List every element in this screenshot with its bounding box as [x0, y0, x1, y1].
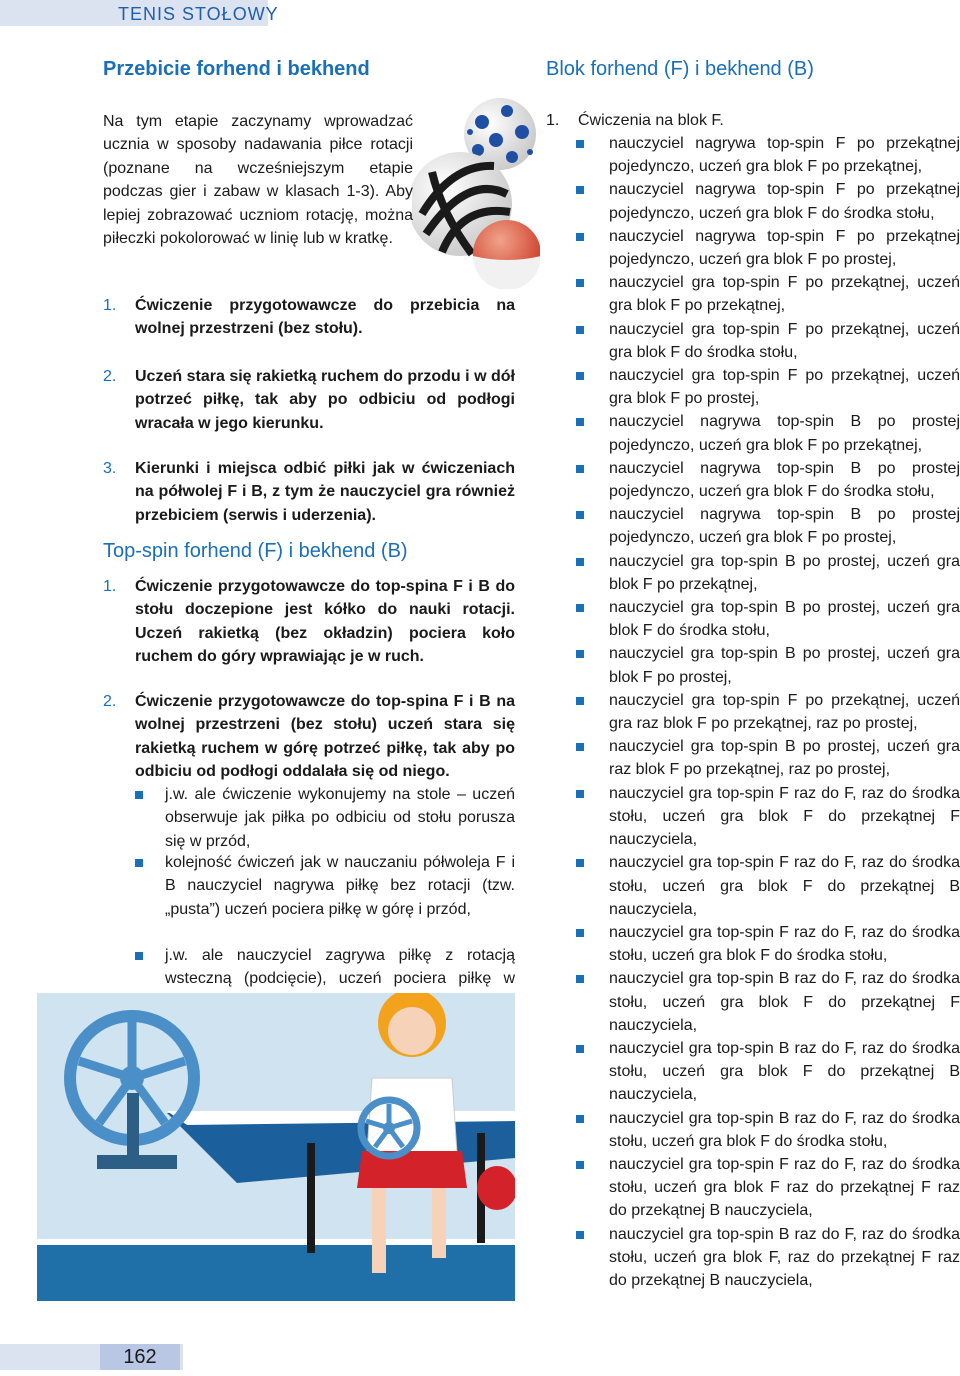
bullet-square-icon [576, 697, 584, 705]
exercise-list [576, 132, 960, 1292]
bullet-square-icon [576, 372, 584, 380]
item-number: 2. [103, 693, 117, 710]
bullet-text: nauczyciel gra top-spin F po przekątnej, uczeń gra blok F do środka stołu, [609, 320, 960, 361]
bullet-text: nauczyciel gra top-spin B raz do F, raz do środka stołu, uczeń gra blok F do środka stołu, [609, 1109, 960, 1150]
list-item [576, 851, 960, 921]
bullet-item [135, 851, 515, 921]
bullet-text: nauczyciel gra top-spin F raz do F, raz do środka stołu, uczeń gra blok F raz do przekątnej F raz do przekątnej B nauczyciela, [609, 1155, 960, 1220]
bullet-square-icon [576, 604, 584, 612]
section-heading-przebicie: Przebicie forhend i bekhend [103, 58, 370, 80]
page-number: 162 [123, 1346, 157, 1368]
item-text: Uczeń stara się rakietką ruchem do przodu i w dół potrzeć piłkę, tak aby po odbiciu od podłogi wracała w jego kierunku. [135, 368, 515, 432]
section-heading-blok: Blok forhend (F) i bekhend (B) [546, 58, 814, 80]
list-item [576, 782, 960, 852]
list-item [576, 225, 960, 271]
list-item [576, 550, 960, 596]
item-number: 2. [103, 368, 117, 385]
bullet-text: j.w. ale nauczyciel zagrywa piłkę z rotacją wsteczną (podcięcie), uczeń pociera piłkę w [165, 947, 515, 988]
bullet-square-icon [576, 975, 584, 983]
list-item [576, 1153, 960, 1223]
item-number: 1. [103, 578, 117, 595]
running-header: TENIS STOŁOWY [118, 4, 279, 24]
list-item [576, 318, 960, 364]
bullet-text: nauczyciel gra top-spin F raz do F, raz do środka stołu, uczeń gra blok F do przekątnej B nauczyciela, [609, 854, 960, 918]
bullet-text: nauczyciel nagrywa top-spin F po przekątnej pojedynczo, uczeń gra blok F po przekątnej, [609, 135, 960, 176]
list-item [576, 735, 960, 781]
item-text: Ćwiczenie przygotowawcze do przebicia na wolnej przestrzeni (bez stołu). [135, 297, 515, 338]
bullet-text: nauczyciel gra top-spin F po przekątnej, uczeń gra blok F po prostej, [609, 367, 960, 408]
bullet-text: nauczyciel gra top-spin B raz do F, raz do środka stołu, uczeń gra blok F do przekątnej B nauczyciela, [609, 1039, 960, 1104]
bullet-square-icon [576, 233, 584, 241]
bullet-text: nauczyciel gra top-spin B po prostej, uczeń gra blok F do środka stołu, [609, 599, 960, 640]
bullet-square-icon [576, 186, 584, 194]
bullet-text: nauczyciel gra top-spin B raz do F, raz do środka stołu, uczeń gra blok F, raz do przekątnej F raz do przekątnej B nauczyciela, [609, 1225, 960, 1289]
bullet-square-icon [576, 929, 584, 937]
list-item [576, 967, 960, 1037]
item-text: Ćwiczenie przygotowawcze do top-spina F i B do stołu doczepione jest kółko do nauki rotacji. Uczeń rakietką (bez okładzin) pociera koło ruchem do góry wprawiając je w ruch. [135, 578, 515, 666]
bullet-square-icon [576, 279, 584, 287]
bullet-text: nauczyciel gra top-spin F raz do F, raz do środka stołu, uczeń gra blok F do środka stołu, [609, 923, 960, 965]
bullet-square-icon [576, 1115, 584, 1123]
bullet-text: nauczyciel gra top-spin B po prostej, uczeń gra blok F po prostej, [609, 645, 960, 686]
list-item [576, 596, 960, 642]
bullet-square-icon [576, 790, 584, 798]
bullet-square-icon [576, 1045, 584, 1053]
item-text: Ćwiczenie przygotowawcze do top-spina F i B na wolnej przestrzeni (bez stołu) uczeń stara się rakietką ruchem w górę potrzeć piłkę, tak aby po odbiciu od podłogi oddalała się od niego. [135, 693, 515, 781]
bullet-text: nauczyciel gra top-spin F raz do F, raz do środka stołu, uczeń gra blok F do przekątnej F nauczyciela, [609, 784, 960, 849]
list-item [576, 1037, 960, 1107]
bullet-item [135, 783, 515, 853]
bullet-square-icon [135, 859, 143, 867]
list-item [576, 410, 960, 456]
bullet-text: nauczyciel gra top-spin B po prostej, uczeń gra blok F po przekątnej, [609, 552, 960, 593]
bullet-square-icon [135, 952, 143, 960]
list-item [103, 690, 515, 784]
list-item [103, 365, 515, 435]
list-item [576, 1223, 960, 1293]
bullet-text: nauczyciel nagrywa top-spin B po prostej pojedynczo, uczeń gra blok F po prostej, [609, 506, 960, 547]
bullet-square-icon [576, 558, 584, 566]
table-tennis-illustration [37, 993, 515, 1301]
bullet-square-icon [576, 743, 584, 751]
item-number: 1. [546, 112, 560, 129]
item-number: 1. [103, 297, 117, 314]
bullet-square-icon [576, 511, 584, 519]
list-item [576, 178, 960, 224]
list-item [576, 921, 960, 967]
list-item [103, 457, 515, 527]
bullet-square-icon [576, 326, 584, 334]
bullet-square-icon [576, 465, 584, 473]
bullet-text: nauczyciel nagrywa top-spin B po prostej pojedynczo, uczeń gra blok F do środka stołu, [609, 459, 960, 501]
list-item [103, 575, 515, 669]
item-text: Kierunki i miejsca odbić piłki jak w ćwiczeniach na półwolej F i B, z tym że nauczyciel gra również przebiciem (serwis i uderzenia). [135, 460, 515, 524]
list-item [576, 457, 960, 503]
list-item [576, 642, 960, 688]
list-item [576, 689, 960, 735]
bullet-square-icon [576, 1231, 584, 1239]
bullet-text: nauczyciel nagrywa top-spin F po przekątnej pojedynczo, uczeń gra blok F do środka stołu, [609, 181, 960, 222]
bullet-square-icon [576, 650, 584, 658]
bullet-text: nauczyciel gra top-spin F po przekątnej, uczeń gra blok F po przekątnej, [609, 274, 960, 315]
bullet-text: nauczyciel gra top-spin B raz do F, raz do środka stołu, uczeń gra blok F do przekątnej F nauczyciela, [609, 970, 960, 1034]
section-heading-topspin: Top-spin forhend (F) i bekhend (B) [103, 540, 408, 562]
item-title: Ćwiczenia na blok F. [578, 112, 724, 129]
bullet-text: nauczyciel gra top-spin B po prostej, uczeń gra raz blok F po przekątnej, raz po prostej, [609, 738, 960, 779]
bullet-square-icon [576, 140, 584, 148]
bullet-text: kolejność ćwiczeń jak w nauczaniu półwoleja F i B nauczyciel nagrywa piłkę bez rotacji (tzw. „pusta”) uczeń pociera piłkę w górę i przód, [165, 854, 515, 918]
bullet-square-icon [576, 418, 584, 426]
list-item [576, 271, 960, 317]
list-item [546, 109, 960, 132]
list-item [576, 503, 960, 549]
bullet-text: nauczyciel nagrywa top-spin F po przekątnej pojedynczo, uczeń gra blok F po prostej, [609, 227, 960, 269]
list-item [576, 132, 960, 178]
bullet-text: j.w. ale ćwiczenie wykonujemy na stole – uczeń obserwuje jak piłka po odbiciu od stołu porusza się w przód, [165, 786, 515, 850]
bullet-text: nauczyciel gra top-spin F po przekątnej, uczeń gra raz blok F po przekątnej, raz po prostej, [609, 691, 960, 733]
list-item [576, 1107, 960, 1153]
list-item [103, 294, 515, 341]
item-number: 3. [103, 460, 117, 477]
intro-paragraph: Na tym etapie zaczynamy wprowadzać ucznia w sposoby nadawania piłce rotacji (poznane na wcześniejszym etapie podczas gier i zabaw w klasach 1-3). Aby lepiej zobrazować uczniom rotację, można piłeczki pokolorować w linię lub w kratkę. [103, 113, 413, 248]
bullet-text: nauczyciel nagrywa top-spin B po prostej pojedynczo, uczeń gra blok F po przekątnej, [609, 413, 960, 454]
bullet-square-icon [135, 791, 143, 799]
list-item [576, 364, 960, 410]
bullet-square-icon [576, 859, 584, 867]
bullet-square-icon [576, 1161, 584, 1169]
balls-illustration [412, 94, 540, 289]
